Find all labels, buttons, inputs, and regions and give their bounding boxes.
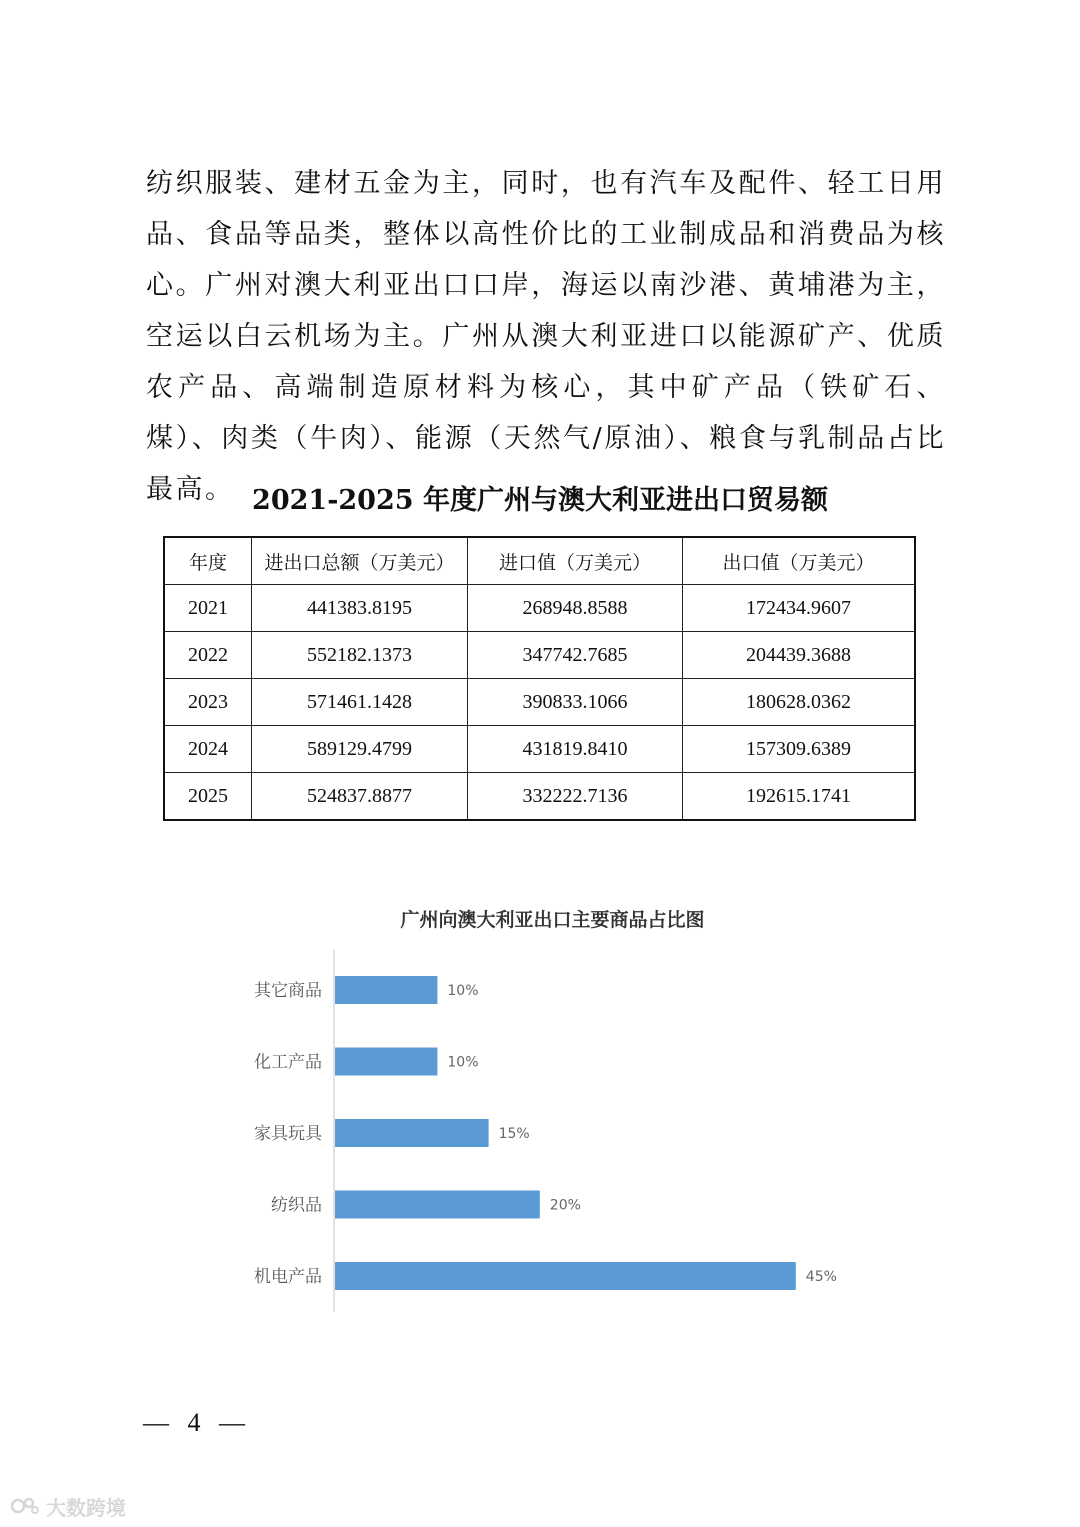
table-header-row [164,537,915,585]
data-label: 20% [549,1197,581,1214]
watermark-text: 大数跨境 [46,1495,126,1520]
bar [335,1262,796,1290]
category-label: 其它商品 [254,981,322,1001]
cell-total: 589129.4799 [252,726,468,773]
cell-year: 2022 [164,632,252,679]
table-row [164,679,915,726]
header-import: 进口值（万美元） [468,537,683,585]
bar [335,1048,437,1076]
table-title: 2021-2025 年度广州与澳大利亚进出口贸易额 [252,485,828,516]
bar [335,1119,489,1147]
category-label: 化工产品 [254,1052,322,1073]
header-export: 出口值（万美元） [683,537,916,585]
data-label: 10% [447,983,479,999]
bar [335,1191,540,1219]
data-label: 45% [805,1269,837,1285]
bar [335,976,437,1004]
header-year: 年度 [164,537,252,585]
table-row [164,632,915,679]
table-row [164,773,915,821]
header-total: 进出口总额（万美元） [252,537,468,585]
cell-export: 192615.1741 [683,773,916,821]
category-label: 纺织品 [271,1195,322,1216]
cell-year: 2023 [164,679,252,726]
page-number: — 4 — [143,1408,251,1437]
body-paragraph: 纺织服装、建材五金为主，同时，也有汽车及配件、轻工日用品、食品等品类，整体以高性价比的工业制成品和消费品为核心。广州对澳大利亚出口口岸，海运以南沙港、黄埔港为主，空运以白云机场为主。广州从澳大利亚进口以能源矿产、优质农产品、高端制造原材料为核心，其中矿产品（铁矿石、煤）、肉类（牛肉）、能源（天然气/原油）、粮食与乳制品占比最高。 [146,168,946,505]
table-row [164,726,915,773]
cell-import: 431819.8410 [468,726,683,773]
chart-title: 广州向澳大利亚出口主要商品占比图 [400,909,705,931]
cell-import: 347742.7685 [468,632,683,679]
trade-table [163,536,916,821]
cell-import: 332222.7136 [468,773,683,821]
cell-import: 390833.1066 [468,679,683,726]
cell-total: 552182.1373 [252,632,468,679]
cell-year: 2021 [164,585,252,632]
cell-export: 172434.9607 [683,585,916,632]
watermark [10,1490,126,1522]
category-label: 家具玩具 [254,1124,322,1144]
cell-export: 204439.3688 [683,632,916,679]
data-label: 15% [498,1126,530,1142]
cell-year: 2025 [164,773,252,821]
data-label: 10% [447,1054,479,1071]
cell-import: 268948.8588 [468,585,683,632]
cell-total: 571461.1428 [252,679,468,726]
category-label: 机电产品 [254,1267,322,1287]
cell-export: 180628.0362 [683,679,916,726]
cell-total: 524837.8877 [252,773,468,821]
export-share-bar-chart [0,950,1080,1320]
watermark-logo-icon [10,1495,40,1517]
table-row [164,585,915,632]
cell-export: 157309.6389 [683,726,916,773]
cell-total: 441383.8195 [252,585,468,632]
cell-year: 2024 [164,726,252,773]
